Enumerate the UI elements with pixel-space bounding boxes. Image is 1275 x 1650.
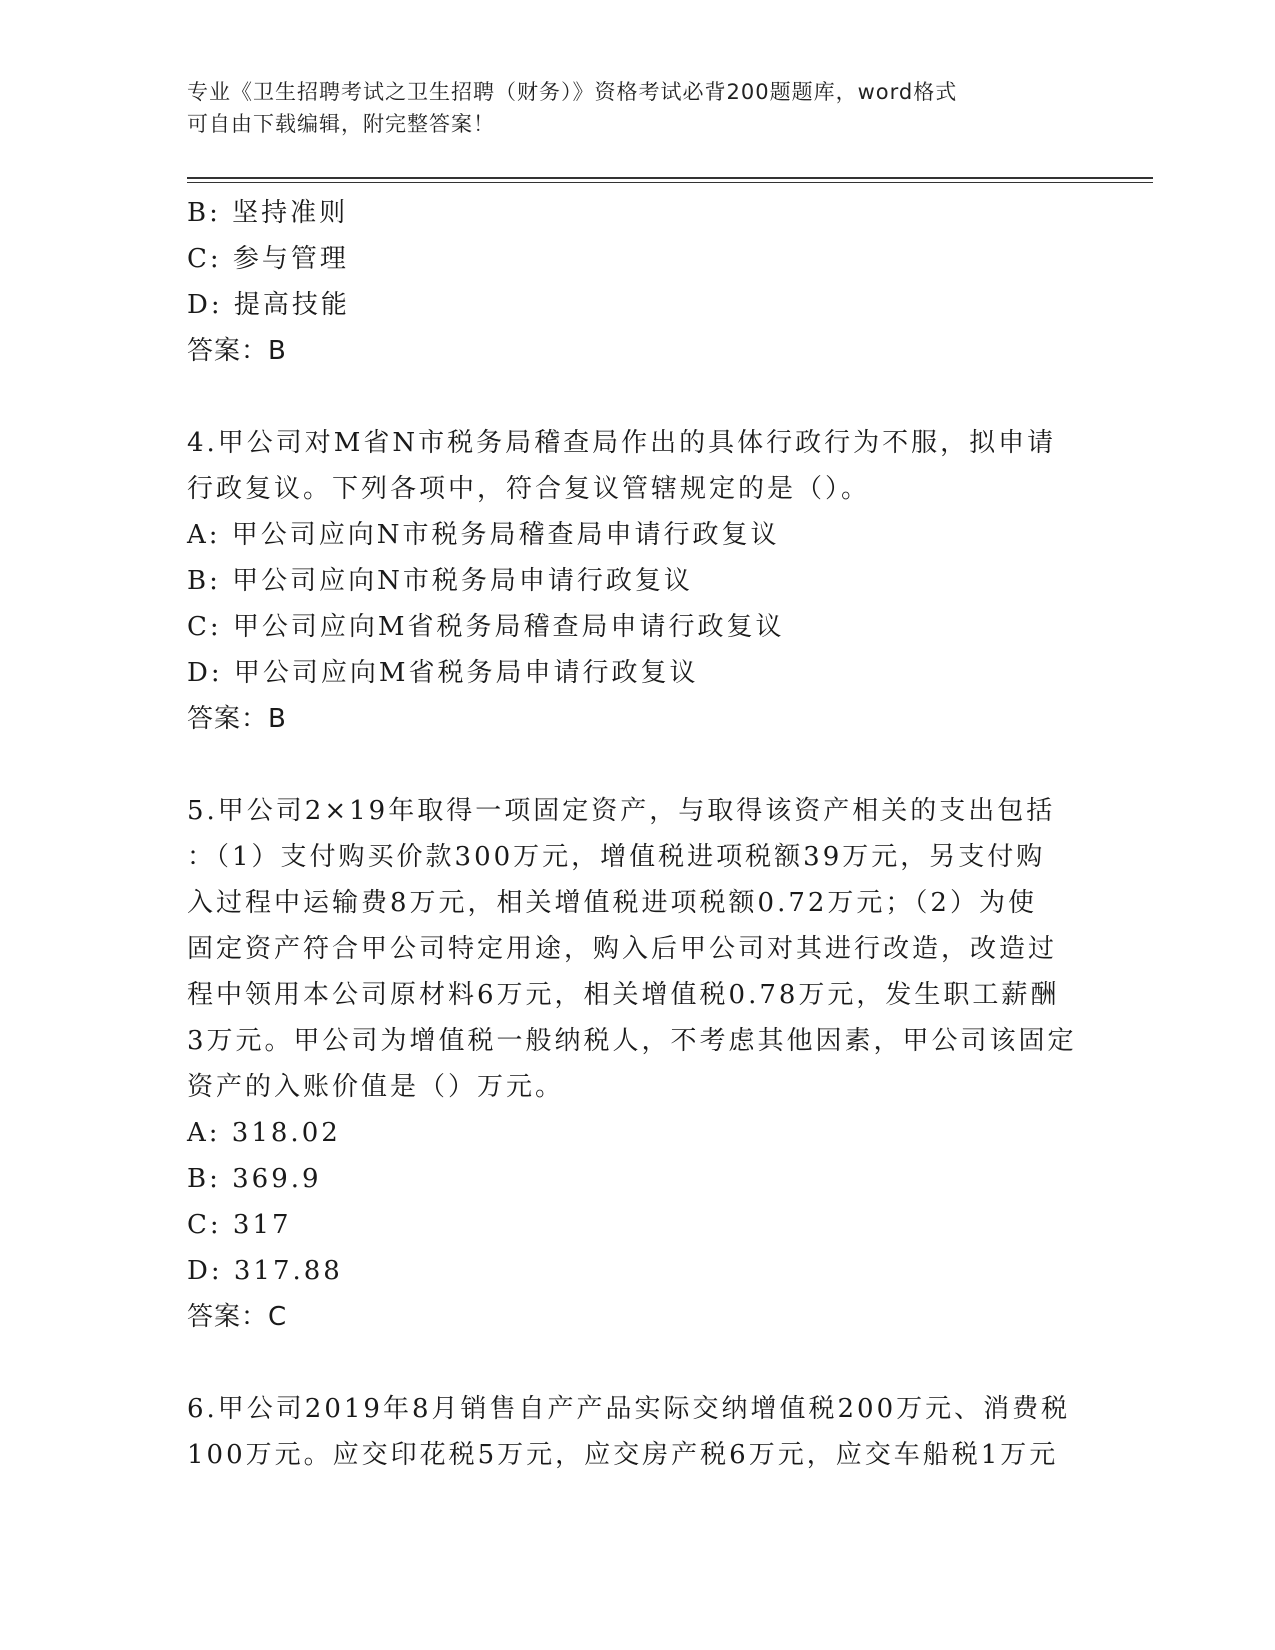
answer: 答案：B — [187, 336, 287, 366]
option-b: B: 甲公司应向N市税务局申请行政复议 — [187, 566, 693, 596]
option-a: A: 甲公司应向N市税务局稽查局申请行政复议 — [187, 520, 780, 550]
option-d: D: 提高技能 — [187, 290, 350, 320]
spacer — [187, 742, 1087, 788]
question-stem-line: 4.甲公司对M省N市税务局稽查局作出的具体行政行为不服，拟申请 — [187, 428, 1057, 458]
answer: 答案：C — [187, 1302, 288, 1332]
question-stem-line: 100万元。应交印花税5万元，应交房产税6万元，应交车船税1万元 — [187, 1440, 1059, 1470]
question-stem-line: 行政复议。下列各项中，符合复议管辖规定的是（）。 — [187, 474, 871, 504]
question-stem-line: ：（1）支付购买价款300万元，增值税进项税额39万元，另支付购 — [187, 842, 1046, 872]
question-stem-line: 固定资产符合甲公司特定用途，购入后甲公司对其进行改造，改造过 — [187, 934, 1058, 964]
question-3 — [187, 190, 1087, 374]
option-d: D: 317.88 — [187, 1256, 343, 1286]
spacer — [187, 1340, 1087, 1386]
question-stem-line: 5.甲公司2×19年取得一项固定资产，与取得该资产相关的支出包括 — [187, 796, 1056, 826]
option-c: C: 参与管理 — [187, 244, 349, 274]
header-rule-thin — [187, 182, 1153, 183]
answer: 答案：B — [187, 704, 287, 734]
spacer — [187, 374, 1087, 420]
document-body — [187, 190, 1087, 1478]
option-d: D: 甲公司应向M省税务局申请行政复议 — [187, 658, 699, 688]
question-stem-line: 程中领用本公司原材料6万元，相关增值税0.78万元，发生职工薪酬 — [187, 980, 1060, 1010]
option-c: C: 317 — [187, 1210, 292, 1240]
header-line-1: 专业《卫生招聘考试之卫生招聘（财务）》资格考试必背200题题库，word格式 — [187, 80, 958, 104]
header-rule-thick — [187, 177, 1153, 179]
question-stem-line: 6.甲公司2019年8月销售自产产品实际交纳增值税200万元、消费税 — [187, 1394, 1071, 1424]
option-a: A: 318.02 — [187, 1118, 341, 1148]
question-stem-line: 3万元。甲公司为增值税一般纳税人，不考虑其他因素，甲公司该固定 — [187, 1026, 1077, 1056]
option-b: B: 369.9 — [187, 1164, 322, 1194]
question-6 — [187, 1386, 1087, 1478]
document-header — [187, 76, 1087, 140]
option-c: C: 甲公司应向M省税务局稽查局申请行政复议 — [187, 612, 785, 642]
option-b: B: 坚持准则 — [187, 198, 349, 228]
question-5 — [187, 788, 1087, 1340]
question-4 — [187, 420, 1087, 742]
header-line-2: 可自由下载编辑，附完整答案！ — [187, 112, 495, 136]
question-stem-line: 入过程中运输费8万元，相关增值税进项税额0.72万元；（2）为使 — [187, 888, 1037, 918]
question-stem-line: 资产的入账价值是（）万元。 — [187, 1072, 565, 1102]
